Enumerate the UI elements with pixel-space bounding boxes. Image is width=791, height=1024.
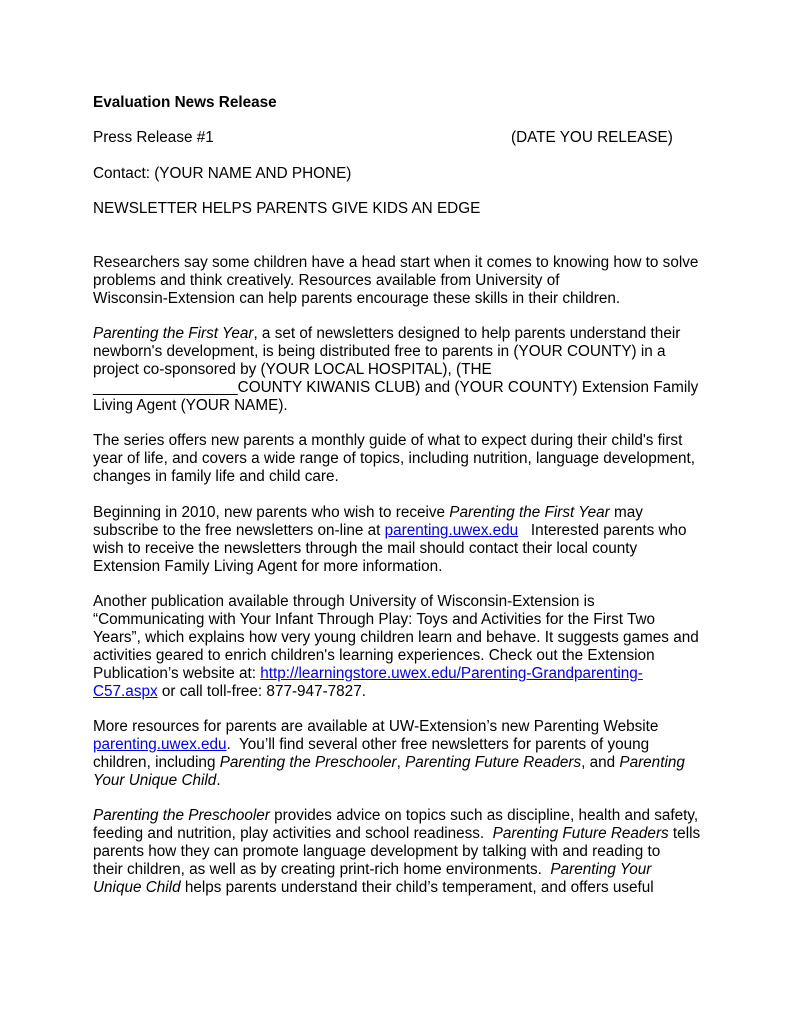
paragraph-7-line bbox=[93, 825, 700, 843]
paragraph-7-line bbox=[93, 879, 654, 897]
learningstore-link-continued[interactable]: C57.aspx bbox=[93, 683, 158, 700]
text-span: children, including bbox=[93, 754, 220, 771]
text-span: provides advice on topics such as discipline, health and safety, bbox=[269, 807, 699, 824]
text-span: tells bbox=[668, 825, 701, 842]
paragraph-2-line bbox=[93, 325, 680, 343]
newsletter-title: Parenting the First Year bbox=[449, 504, 610, 521]
newsletter-title: Parenting the Preschooler bbox=[93, 807, 270, 824]
parenting-website-link[interactable]: parenting.uwex.edu bbox=[384, 522, 519, 539]
text-span: may bbox=[609, 504, 643, 521]
text-span: , and bbox=[581, 754, 620, 771]
paragraph-1-line: Wisconsin-Extension can help parents encourage these skills in their children. bbox=[93, 290, 621, 307]
text-span: Interested parents who bbox=[518, 522, 687, 539]
paragraph-4-line: Extension Family Living Agent for more information. bbox=[93, 558, 443, 575]
paragraph-5-line bbox=[93, 665, 643, 683]
paragraph-5-line: “Communicating with Your Infant Through Play: Toys and Activities for the First Two bbox=[93, 611, 656, 628]
newsletter-title: Parenting Your bbox=[550, 861, 652, 878]
parenting-website-link[interactable]: parenting.uwex.edu bbox=[93, 736, 227, 753]
release-date: (DATE YOU RELEASE) bbox=[511, 129, 673, 146]
paragraph-6-line bbox=[93, 754, 685, 772]
newsletter-title: Parenting the First Year bbox=[93, 325, 254, 342]
text-span: feeding and nutrition, play activities and school readiness. bbox=[93, 825, 493, 842]
paragraph-7-line bbox=[93, 861, 651, 879]
paragraph-3-line: changes in family life and child care. bbox=[93, 468, 339, 485]
learningstore-link[interactable]: http://learningstore.uwex.edu/Parenting-Grandparenting- bbox=[260, 665, 643, 682]
paragraph-5-line: activities geared to enrich children's learning experiences. Check out the Extension bbox=[93, 647, 655, 664]
text-span: subscribe to the free newsletters on-line at bbox=[93, 522, 385, 539]
paragraph-2-line: project co-sponsored by (YOUR LOCAL HOSPITAL), (THE bbox=[93, 361, 492, 378]
newsletter-title: Parenting Future Readers bbox=[492, 825, 669, 842]
text-span: COUNTY KIWANIS CLUB) and (YOUR COUNTY) Extension Family bbox=[237, 379, 699, 396]
headline: NEWSLETTER HELPS PARENTS GIVE KIDS AN EDGE bbox=[93, 200, 481, 217]
fill-in-blank: _________________ bbox=[93, 379, 238, 396]
paragraph-2-line bbox=[93, 379, 698, 397]
document-title: Evaluation News Release bbox=[93, 94, 277, 111]
text-span: , bbox=[396, 754, 406, 771]
newsletter-title: Parenting bbox=[619, 754, 685, 771]
paragraph-4-line bbox=[93, 522, 687, 540]
paragraph-2-line: newborn's development, is being distributed free to parents in (YOUR COUNTY) in a bbox=[93, 343, 666, 360]
paragraph-1-line: problems and think creatively. Resources available from University of bbox=[93, 272, 560, 289]
paragraph-6-line bbox=[93, 772, 221, 790]
paragraph-4-line: wish to receive the newsletters through the mail should contact their local county bbox=[93, 540, 638, 557]
text-span: . bbox=[216, 772, 221, 789]
text-span: Beginning in 2010, new parents who wish to receive bbox=[93, 504, 450, 521]
paragraph-2-line: Living Agent (YOUR NAME). bbox=[93, 397, 288, 414]
text-span: Publication’s website at: bbox=[93, 665, 261, 682]
text-span: or call toll-free: 877-947-7827. bbox=[157, 683, 366, 700]
paragraph-5-line: Years”, which explains how very young children learn and behave. It suggests games and bbox=[93, 629, 699, 646]
paragraph-3-line: year of life, and covers a wide range of topics, including nutrition, language development, bbox=[93, 450, 696, 467]
paragraph-3-line: The series offers new parents a monthly guide of what to expect during their child's first bbox=[93, 432, 683, 449]
paragraph-1-line: Researchers say some children have a head start when it comes to knowing how to solve bbox=[93, 254, 699, 271]
press-release-line bbox=[93, 129, 705, 147]
paragraph-4-line bbox=[93, 504, 643, 522]
paragraph-5-line bbox=[93, 683, 366, 701]
text-span: their children, as well as by creating print-rich home environments. bbox=[93, 861, 551, 878]
newsletter-title: Your Unique Child bbox=[93, 772, 217, 789]
newsletter-title: Parenting Future Readers bbox=[405, 754, 582, 771]
text-span: helps parents understand their child’s temperament, and offers useful bbox=[180, 879, 654, 896]
newsletter-title: Unique Child bbox=[93, 879, 181, 896]
paragraph-7-line bbox=[93, 807, 698, 825]
newsletter-title: Parenting the Preschooler bbox=[219, 754, 397, 771]
press-release-number: Press Release #1 bbox=[93, 129, 214, 146]
text-span: . You’ll find several other free newsletters for parents of young bbox=[226, 736, 650, 753]
text-span: , a set of newsletters designed to help parents understand their bbox=[253, 325, 681, 342]
contact-line: Contact: (YOUR NAME AND PHONE) bbox=[93, 165, 352, 182]
paragraph-6-line: More resources for parents are available at UW-Extension’s new Parenting Website bbox=[93, 718, 659, 735]
paragraph-5-line: Another publication available through University of Wisconsin-Extension is bbox=[93, 593, 595, 610]
paragraph-7-line: parents how they can promote language development by talking with and reading to bbox=[93, 843, 661, 860]
paragraph-6-line bbox=[93, 736, 649, 754]
